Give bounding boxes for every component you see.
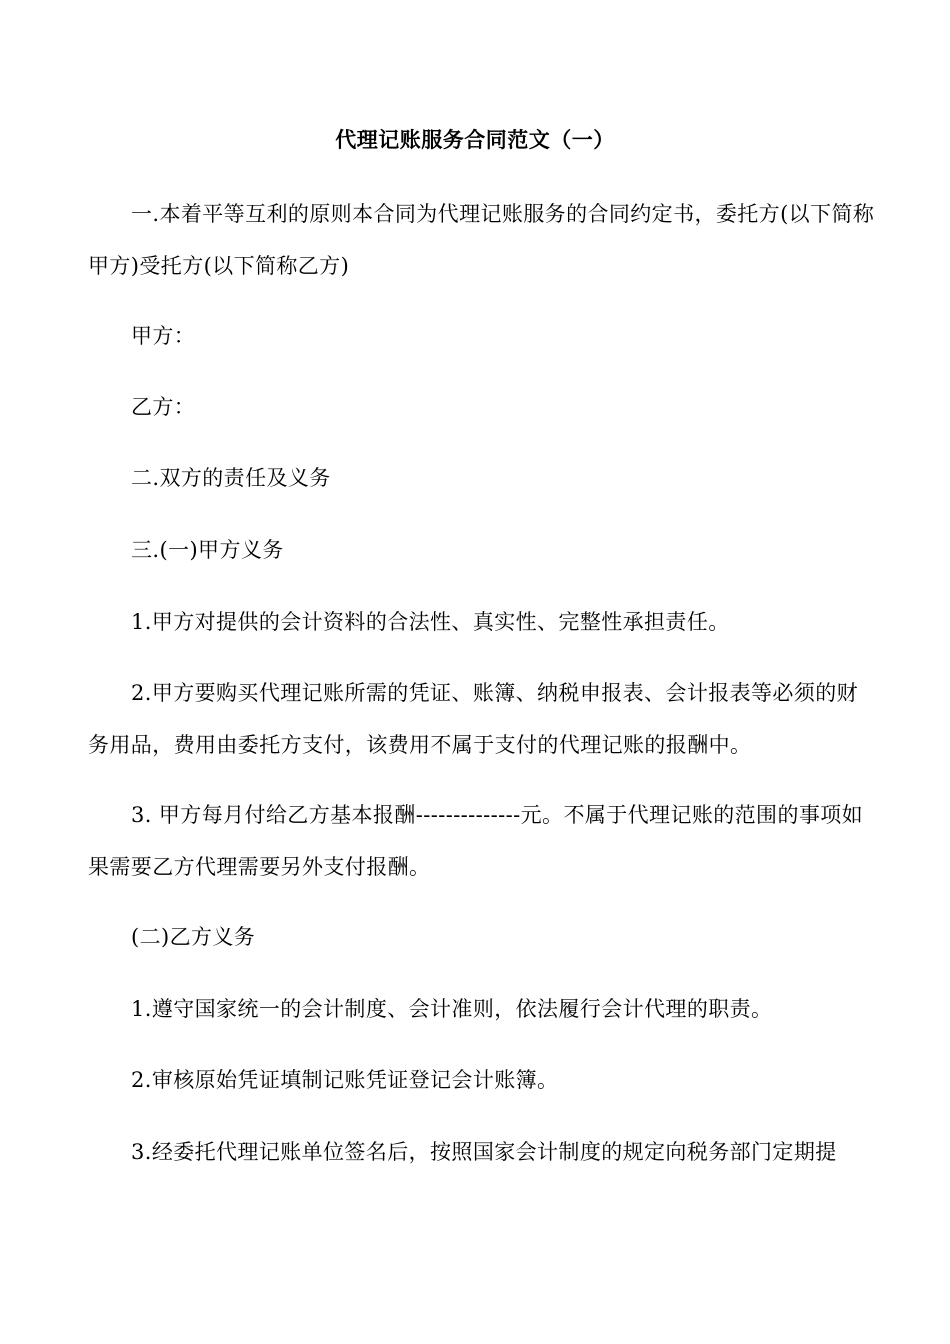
paragraph-b-duty-1: 1.遵守国家统一的会计制度、会计准则，依法履行会计代理的职责。	[131, 997, 773, 1021]
paragraph-responsibilities: 二.双方的责任及义务	[131, 466, 331, 490]
paragraph-party-b-duties: (二)乙方义务	[131, 925, 256, 949]
paragraph-a-duty-2: 2.甲方要购买代理记账所需的凭证、账簿、纳税申报表、会计报表等必须的财务用品，费用由委托方支付，该费用不属于支付的代理记账的报酬中。	[88, 681, 859, 757]
paragraph-b-duty-3: 3.经委托代理记账单位签名后，按照国家会计制度的规定向税务部门定期提	[131, 1140, 837, 1164]
paragraph-party-b: 乙方：	[131, 395, 196, 419]
paragraph-a-duty-1: 1.甲方对提供的会计资料的合法性、真实性、完整性承担责任。	[131, 610, 730, 634]
document-title: 代理记账服务合同范文（一）	[335, 127, 615, 152]
paragraph-party-a-duties: 三.(一)甲方义务	[131, 538, 284, 562]
paragraph-b-duty-2: 2.审核原始凭证填制记账凭证登记会计账簿。	[131, 1068, 559, 1092]
paragraph-principle: 一.本着平等互利的原则本合同为代理记账服务的合同约定书，委托方(以下简称甲方)受托方(以下简称乙方)	[88, 202, 875, 278]
paragraph-a-duty-3: 3. 甲方每月付给乙方基本报酬--------------元。不属于代理记账的范围的事项如果需要乙方代理需要另外支付报酬。	[88, 803, 864, 879]
paragraph-party-a: 甲方：	[131, 324, 196, 348]
